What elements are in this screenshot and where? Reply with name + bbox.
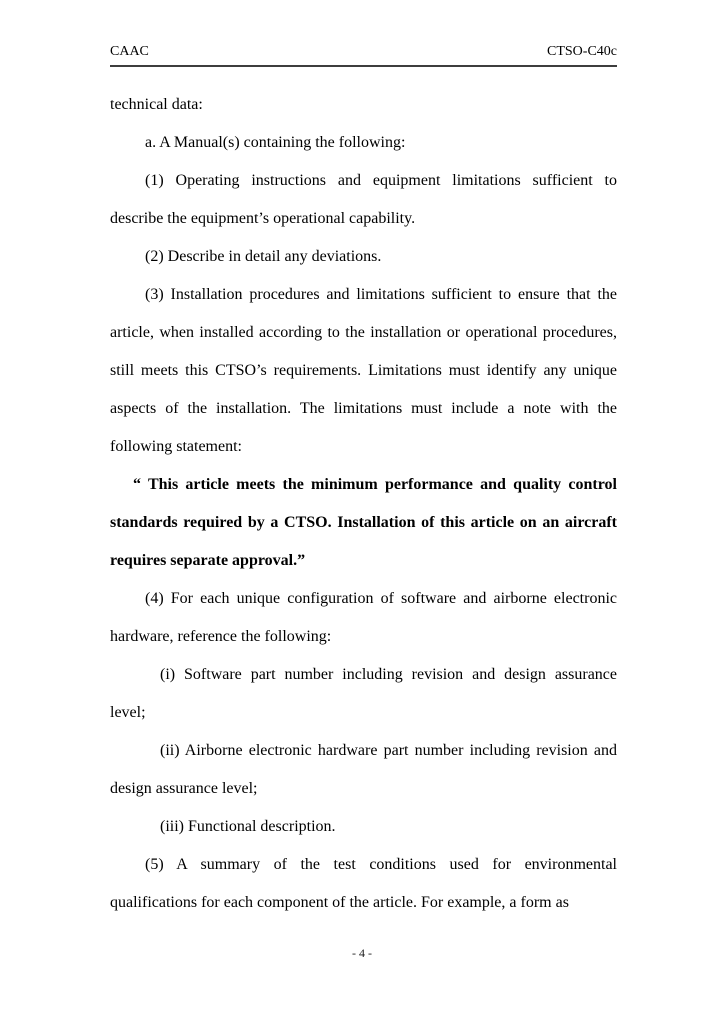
page-header <box>110 44 617 67</box>
paragraph: (1) Operating instructions and equipment limitations sufficient to describe the equipment’s operational capability. <box>110 172 617 227</box>
page-number: - 4 - <box>352 946 372 960</box>
paragraph: (i) Software part number including revision and design assurance level; <box>110 666 617 721</box>
header-right-text: CTSO-C40c <box>547 44 617 59</box>
paragraph: (iii) Functional description. <box>160 818 336 835</box>
paragraph: a. A Manual(s) containing the following: <box>145 134 406 151</box>
paragraph: (4) For each unique configuration of software and airborne electronic hardware, reference the following: <box>110 590 617 645</box>
quoted-statement-paragraph: “ This article meets the minimum performance and quality control standards required by a CTSO. Installation of this article on an aircraft requires separate approval.” <box>110 476 617 569</box>
header-left-text: CAAC <box>110 44 149 59</box>
paragraph: technical data: <box>110 96 203 113</box>
paragraph: (2) Describe in detail any deviations. <box>145 248 382 265</box>
paragraph: (5) A summary of the test conditions used for environmental qualifications for each component of the article. For example, a form as <box>110 856 617 911</box>
paragraph: (3) Installation procedures and limitations sufficient to ensure that the article, when installed according to the installation or operational procedures, still meets this CTSO’s requirements. Limitations must identify any unique aspects of the installation. The limitations must include a note with the following statement: <box>110 286 617 455</box>
paragraph: (ii) Airborne electronic hardware part number including revision and design assurance level; <box>110 742 617 797</box>
document-body <box>110 86 617 922</box>
page-footer <box>0 946 724 961</box>
